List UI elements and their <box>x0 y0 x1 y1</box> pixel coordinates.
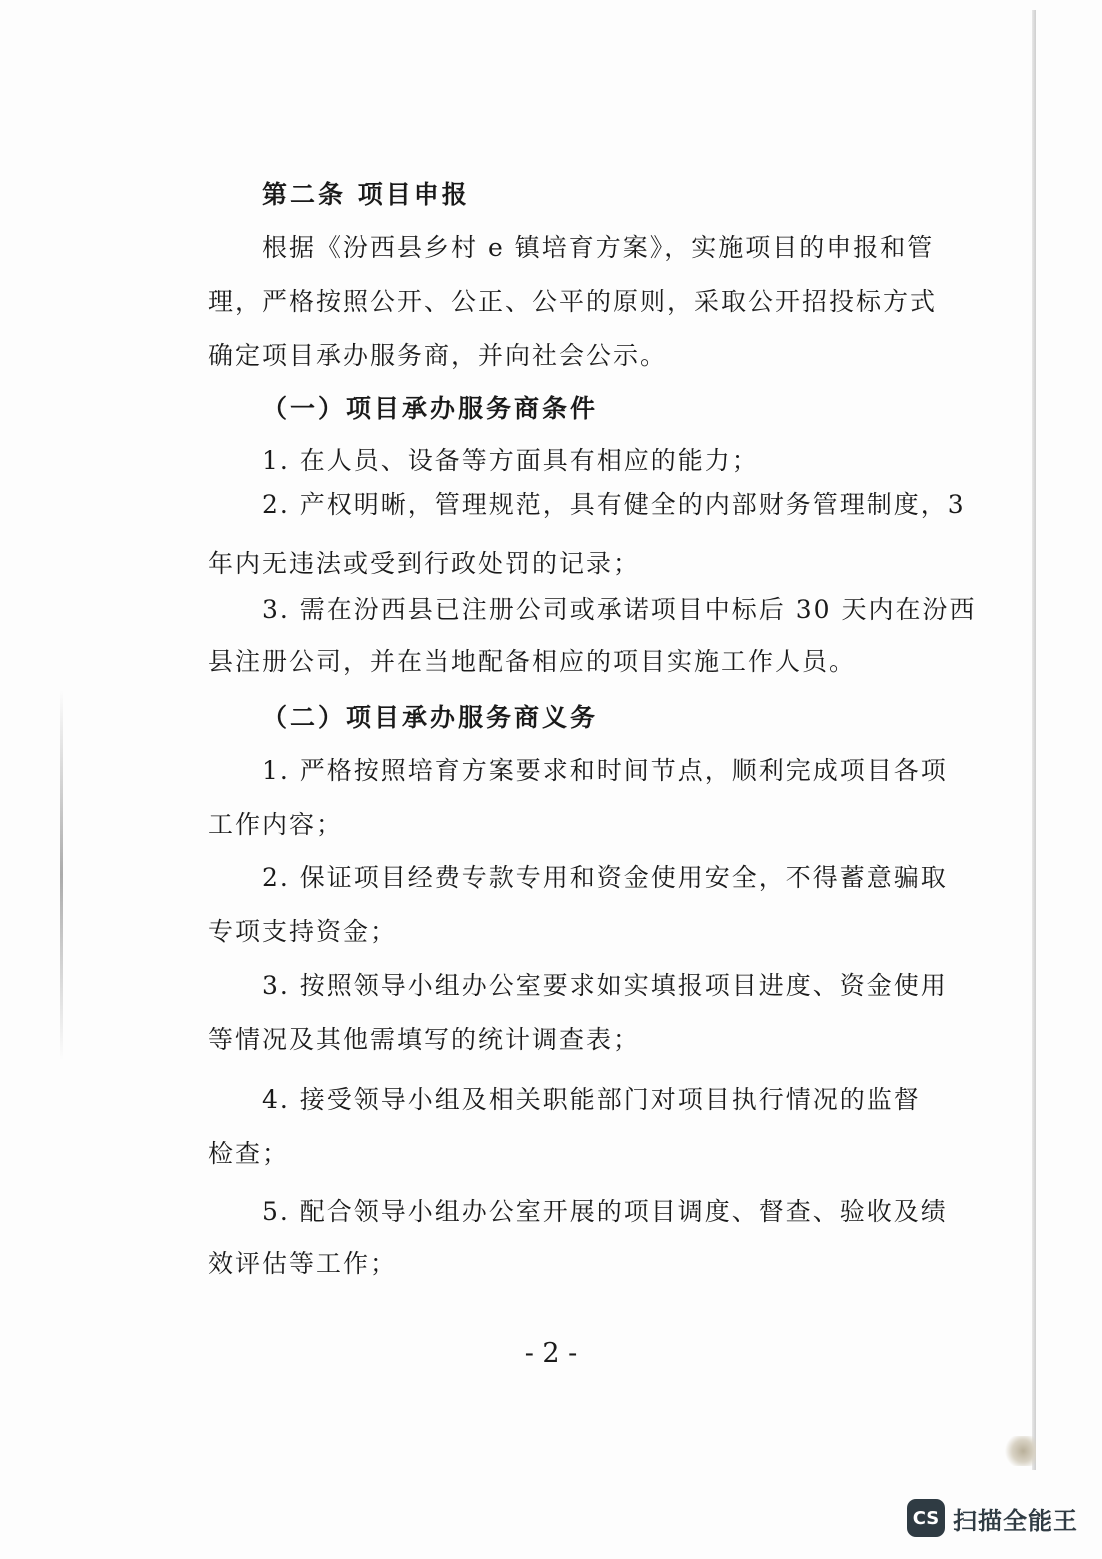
article-heading: 第二条 项目申报 <box>262 180 470 209</box>
paragraph-line: 根据《汾西县乡村 e 镇培育方案》，实施项目的申报和管 <box>262 233 935 262</box>
corner-smudge <box>1004 1436 1036 1466</box>
scanner-watermark <box>907 1498 1078 1538</box>
page-edge-shadow <box>1032 10 1036 1470</box>
section-title-obligations: （二）项目承办服务商义务 <box>262 703 599 732</box>
obligation-line: 1. 严格按照培育方案要求和时间节点，顺利完成项目各项 <box>262 756 948 785</box>
scan-artifact-mark <box>60 690 63 1060</box>
obligation-line: 专项支持资金； <box>208 917 398 946</box>
obligation-line: 等情况及其他需填写的统计调查表； <box>208 1025 641 1054</box>
condition-line: 年内无违法或受到行政处罚的记录； <box>208 549 641 578</box>
watermark-text: 扫描全能王 <box>953 1506 1078 1535</box>
obligation-line: 5. 配合领导小组办公室开展的项目调度、督查、验收及绩 <box>262 1197 948 1226</box>
obligation-line: 4. 接受领导小组及相关职能部门对项目执行情况的监督 <box>262 1085 921 1114</box>
page-number: - 2 - <box>524 1338 578 1369</box>
obligation-line: 工作内容； <box>208 810 344 839</box>
paragraph-line: 确定项目承办服务商，并向社会公示。 <box>208 341 668 370</box>
camscanner-logo-icon: CS <box>907 1499 945 1537</box>
condition-line: 1. 在人员、设备等方面具有相应的能力； <box>262 446 759 475</box>
obligation-line: 3. 按照领导小组办公室要求如实填报项目进度、资金使用 <box>262 971 948 1000</box>
paragraph-line: 理，严格按照公开、公正、公平的原则，采取公开招投标方式 <box>208 287 938 316</box>
condition-line: 2. 产权明晰，管理规范，具有健全的内部财务管理制度，3 <box>262 490 966 519</box>
obligation-line: 效评估等工作； <box>208 1249 398 1278</box>
condition-line: 3. 需在汾西县已注册公司或承诺项目中标后 30 天内在汾西 <box>262 595 977 624</box>
condition-line: 县注册公司，并在当地配备相应的项目实施工作人员。 <box>208 647 857 676</box>
obligation-line: 检查； <box>208 1139 290 1168</box>
obligation-line: 2. 保证项目经费专款专用和资金使用安全，不得蓄意骗取 <box>262 863 948 892</box>
section-title-conditions: （一）项目承办服务商条件 <box>262 394 599 423</box>
